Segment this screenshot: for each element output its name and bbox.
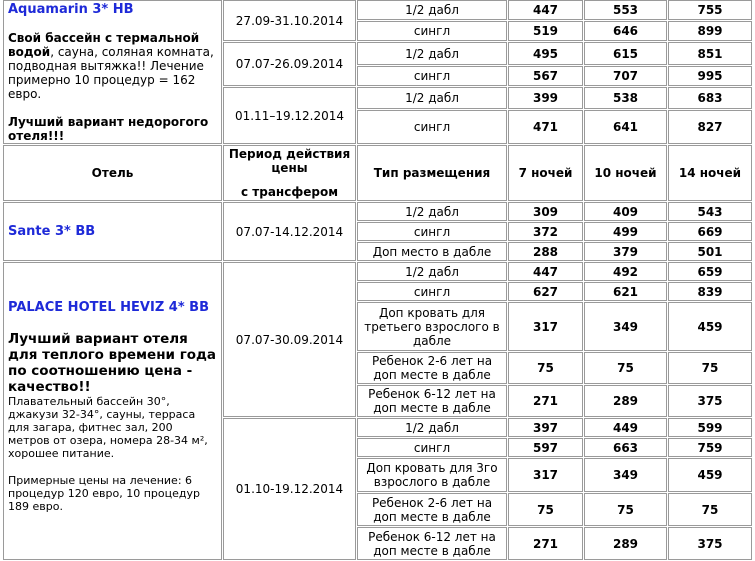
hotel-recommendation: Лучший вариант недорогого отеля!!!	[8, 115, 209, 143]
price-7-nights: 447	[508, 0, 583, 20]
hotel-description	[8, 31, 217, 101]
price-10-nights: 707	[584, 66, 667, 86]
price-10-nights: 75	[584, 493, 667, 526]
price-14-nights: 995	[668, 66, 752, 86]
price-10-nights: 349	[584, 458, 667, 492]
price-14-nights: 669	[668, 222, 752, 241]
room-type: Ребенок 2-6 лет на доп месте в дабле	[357, 352, 507, 384]
price-7-nights: 271	[508, 527, 583, 560]
price-10-nights: 75	[584, 352, 667, 384]
price-10-nights: 349	[584, 302, 667, 351]
price-10-nights: 621	[584, 282, 667, 301]
price-7-nights: 627	[508, 282, 583, 301]
price-7-nights: 317	[508, 458, 583, 492]
room-type: 1/2 дабл	[357, 42, 507, 65]
price-10-nights: 289	[584, 527, 667, 560]
price-14-nights: 459	[668, 458, 752, 492]
price-14-nights: 851	[668, 42, 752, 65]
price-7-nights: 399	[508, 87, 583, 109]
price-14-nights: 543	[668, 202, 752, 221]
room-type: 1/2 дабл	[357, 87, 507, 109]
price-table	[2, 0, 753, 561]
price-10-nights: 553	[584, 0, 667, 20]
price-10-nights: 499	[584, 222, 667, 241]
hotel-features: Плавательный бассейн 30°, джакузи 32-34°, сауны, терраса для загара, фитнес зал, 200 метров от озера, номера 28-34 м², хорошее питание.	[8, 395, 208, 460]
period-cell: 07.07-14.12.2014	[223, 202, 356, 261]
period-cell: 27.09-31.10.2014	[223, 0, 356, 41]
price-14-nights: 827	[668, 110, 752, 144]
room-type: Ребенок 2-6 лет на доп месте в дабле	[357, 493, 507, 526]
price-14-nights: 683	[668, 87, 752, 109]
price-10-nights: 663	[584, 438, 667, 457]
header-14-nights: 14 ночей	[668, 145, 752, 201]
price-14-nights: 459	[668, 302, 752, 351]
header-room-type: Тип размещения	[357, 145, 507, 201]
price-14-nights: 659	[668, 262, 752, 281]
header-hotel: Отель	[3, 145, 222, 201]
price-14-nights: 375	[668, 527, 752, 560]
hotel-name: Sante 3* BB	[8, 223, 96, 239]
price-7-nights: 317	[508, 302, 583, 351]
table-row	[3, 262, 752, 281]
price-14-nights: 839	[668, 282, 752, 301]
price-10-nights: 641	[584, 110, 667, 144]
price-14-nights: 759	[668, 438, 752, 457]
room-type: Доп кровать для третьего взрослого в дабле	[357, 302, 507, 351]
room-type: Ребенок 6-12 лет на доп месте в дабле	[357, 527, 507, 560]
room-type: сингл	[357, 222, 507, 241]
period-cell: 01.10-19.12.2014	[223, 418, 356, 560]
header-row	[3, 145, 752, 201]
header-7-nights: 7 ночей	[508, 145, 583, 201]
hotel-name: PALACE HOTEL HEVIZ 4* BB	[8, 300, 209, 315]
period-cell: 07.07-26.09.2014	[223, 42, 356, 86]
price-10-nights: 379	[584, 242, 667, 261]
price-7-nights: 309	[508, 202, 583, 221]
header-period-label: Период действия цены	[228, 147, 351, 175]
price-7-nights: 495	[508, 42, 583, 65]
room-type: сингл	[357, 438, 507, 457]
room-type: сингл	[357, 21, 507, 41]
price-7-nights: 597	[508, 438, 583, 457]
period-cell: 07.07-30.09.2014	[223, 262, 356, 417]
room-type: 1/2 дабл	[357, 262, 507, 281]
treatment-prices: Примерные цены на лечение: 6 процедур 120 евро, 10 процедур 189 евро.	[8, 474, 200, 513]
room-type: 1/2 дабл	[357, 202, 507, 221]
price-7-nights: 372	[508, 222, 583, 241]
room-type: Ребенок 6-12 лет на доп месте в дабле	[357, 385, 507, 417]
room-type: Доп кровать для 3го взрослого в дабле	[357, 458, 507, 492]
table-row	[3, 0, 752, 20]
price-7-nights: 75	[508, 352, 583, 384]
price-7-nights: 447	[508, 262, 583, 281]
hotel-features-text: , сауна, соляная комната, подводная вытяжка!! Лечение примерно 10 процедур = 162 евро.	[8, 45, 214, 101]
header-10-nights: 10 ночей	[584, 145, 667, 201]
room-type: сингл	[357, 66, 507, 86]
price-14-nights: 375	[668, 385, 752, 417]
table-row	[3, 202, 752, 221]
hotel-recommendation: Лучший вариант отеля для теплого времени года по соотношению цена - качество!!	[8, 331, 217, 395]
room-type: сингл	[357, 110, 507, 144]
room-type: 1/2 дабл	[357, 0, 507, 20]
price-10-nights: 615	[584, 42, 667, 65]
price-10-nights: 538	[584, 87, 667, 109]
price-14-nights: 75	[668, 352, 752, 384]
room-type: Доп место в дабле	[357, 242, 507, 261]
header-period-transfer: с трансфером	[240, 185, 339, 199]
price-7-nights: 271	[508, 385, 583, 417]
period-cell: 01.11–19.12.2014	[223, 87, 356, 144]
price-14-nights: 899	[668, 21, 752, 41]
header-period	[223, 145, 356, 201]
price-10-nights: 492	[584, 262, 667, 281]
hotel-feature: Свой бассейн с термальной водой	[8, 31, 200, 59]
price-10-nights: 289	[584, 385, 667, 417]
hotel-cell-sante	[3, 202, 222, 261]
price-14-nights: 501	[668, 242, 752, 261]
price-10-nights: 646	[584, 21, 667, 41]
price-14-nights: 75	[668, 493, 752, 526]
price-7-nights: 288	[508, 242, 583, 261]
hotel-name: Aquamarin 3* HB	[8, 2, 134, 17]
price-10-nights: 409	[584, 202, 667, 221]
hotel-cell-aquamarin	[3, 0, 222, 144]
price-10-nights: 449	[584, 418, 667, 437]
price-14-nights: 755	[668, 0, 752, 20]
price-7-nights: 471	[508, 110, 583, 144]
room-type: сингл	[357, 282, 507, 301]
price-7-nights: 519	[508, 21, 583, 41]
hotel-cell-palace	[3, 262, 222, 560]
price-7-nights: 397	[508, 418, 583, 437]
price-7-nights: 567	[508, 66, 583, 86]
price-7-nights: 75	[508, 493, 583, 526]
price-14-nights: 599	[668, 418, 752, 437]
room-type: 1/2 дабл	[357, 418, 507, 437]
